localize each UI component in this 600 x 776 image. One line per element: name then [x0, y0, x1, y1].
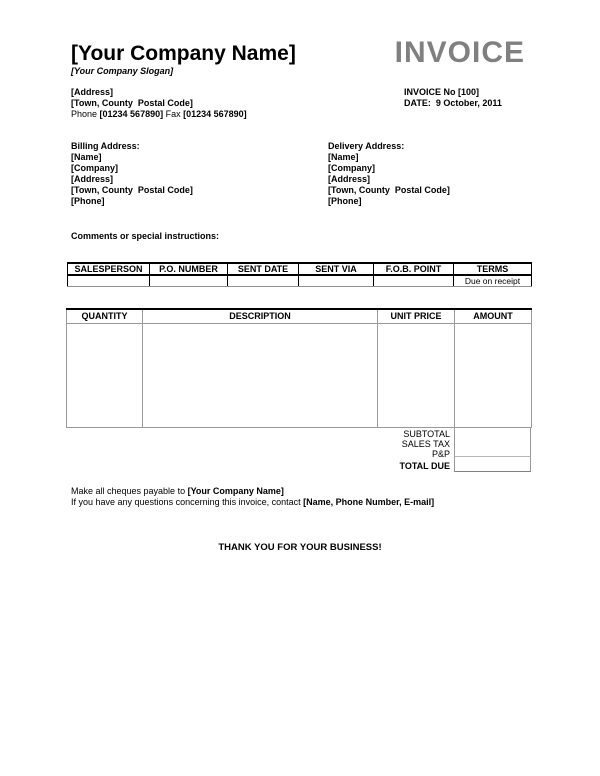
invoice-title: INVOICE: [394, 36, 525, 69]
sales-tax-label: SALES TAX: [401, 439, 450, 449]
delivery-company: [Company]: [328, 163, 375, 173]
invoice-number: INVOICE No [100]: [404, 87, 480, 97]
sent-date-header: SENT DATE: [228, 263, 299, 275]
quantity-header: QUANTITY: [67, 309, 143, 323]
company-address-block: [71, 87, 247, 120]
sent-via-cell: [299, 275, 374, 287]
salesperson-header: SALESPERSON: [68, 263, 150, 275]
comments-label: Comments or special instructions:: [71, 231, 220, 241]
billing-name: [Name]: [71, 152, 102, 162]
po-number-header: P.O. NUMBER: [150, 263, 228, 275]
terms-header: TERMS: [454, 263, 532, 275]
billing-town: [Town, County Postal Code]: [71, 185, 193, 195]
delivery-name: [Name]: [328, 152, 359, 162]
totals-labels-block: [330, 429, 450, 471]
description-cell: [143, 323, 378, 427]
amount-cell: [455, 323, 532, 427]
line-items-body-row: [67, 323, 532, 427]
phone-label: Phone: [71, 109, 100, 119]
company-name: [Your Company Name]: [71, 42, 296, 65]
cheques-line: [71, 486, 434, 497]
order-info-value-row: [68, 275, 532, 287]
fax-number: [01234 567890]: [183, 109, 247, 119]
pp-label: P&P: [431, 449, 450, 459]
billing-phone: [Phone]: [71, 196, 105, 206]
billing-address: [Address]: [71, 174, 114, 184]
phone-number: [01234 567890]: [99, 109, 164, 119]
delivery-town: [Town, County Postal Code]: [328, 185, 450, 195]
total-due-amount-box: [454, 457, 531, 472]
billing-company: [Company]: [71, 163, 118, 173]
line-items-table: [66, 308, 532, 428]
fob-point-cell: [374, 275, 454, 287]
amount-header: AMOUNT: [455, 309, 532, 323]
company-phone-line: [71, 109, 247, 120]
sent-via-header: SENT VIA: [299, 263, 374, 275]
delivery-address: [Address]: [328, 174, 371, 184]
delivery-address-title: Delivery Address:: [328, 141, 405, 151]
company-town-line: [Town, County Postal Code]: [71, 98, 193, 108]
sent-date-cell: [228, 275, 299, 287]
unit-price-header: UNIT PRICE: [378, 309, 455, 323]
terms-cell: Due on receipt: [454, 275, 532, 287]
unit-price-cell: [378, 323, 455, 427]
company-slogan: [Your Company Slogan]: [71, 66, 174, 76]
fax-label: Fax: [163, 109, 184, 119]
questions-line: [71, 497, 434, 508]
company-address-line: [Address]: [71, 87, 114, 97]
thank-you-line: THANK YOU FOR YOUR BUSINESS!: [218, 542, 382, 553]
salesperson-cell: [68, 275, 150, 287]
cheques-company-name: [Your Company Name]: [187, 486, 284, 496]
description-header: DESCRIPTION: [143, 309, 378, 323]
billing-address-title: Billing Address:: [71, 141, 140, 151]
delivery-phone: [Phone]: [328, 196, 362, 206]
questions-text: If you have any questions concerning this invoice, contact: [71, 497, 304, 507]
cheques-text: Make all cheques payable to: [71, 486, 188, 496]
questions-contact: [Name, Phone Number, E-mail]: [303, 497, 435, 507]
invoice-meta-block: [404, 87, 502, 109]
delivery-address-block: [328, 141, 450, 207]
order-info-header-row: [68, 263, 532, 275]
po-number-cell: [150, 275, 228, 287]
order-info-table: [67, 262, 532, 287]
quantity-cell: [67, 323, 143, 427]
fob-point-header: F.O.B. POINT: [374, 263, 454, 275]
invoice-date: DATE: 9 October, 2011: [404, 98, 502, 108]
subtotal-amount-box: [454, 428, 531, 457]
total-due-label: TOTAL DUE: [399, 461, 450, 471]
subtotal-label: SUBTOTAL: [403, 429, 450, 439]
billing-address-block: [71, 141, 193, 207]
line-items-header-row: [67, 309, 532, 323]
footer-notes: [71, 486, 434, 508]
